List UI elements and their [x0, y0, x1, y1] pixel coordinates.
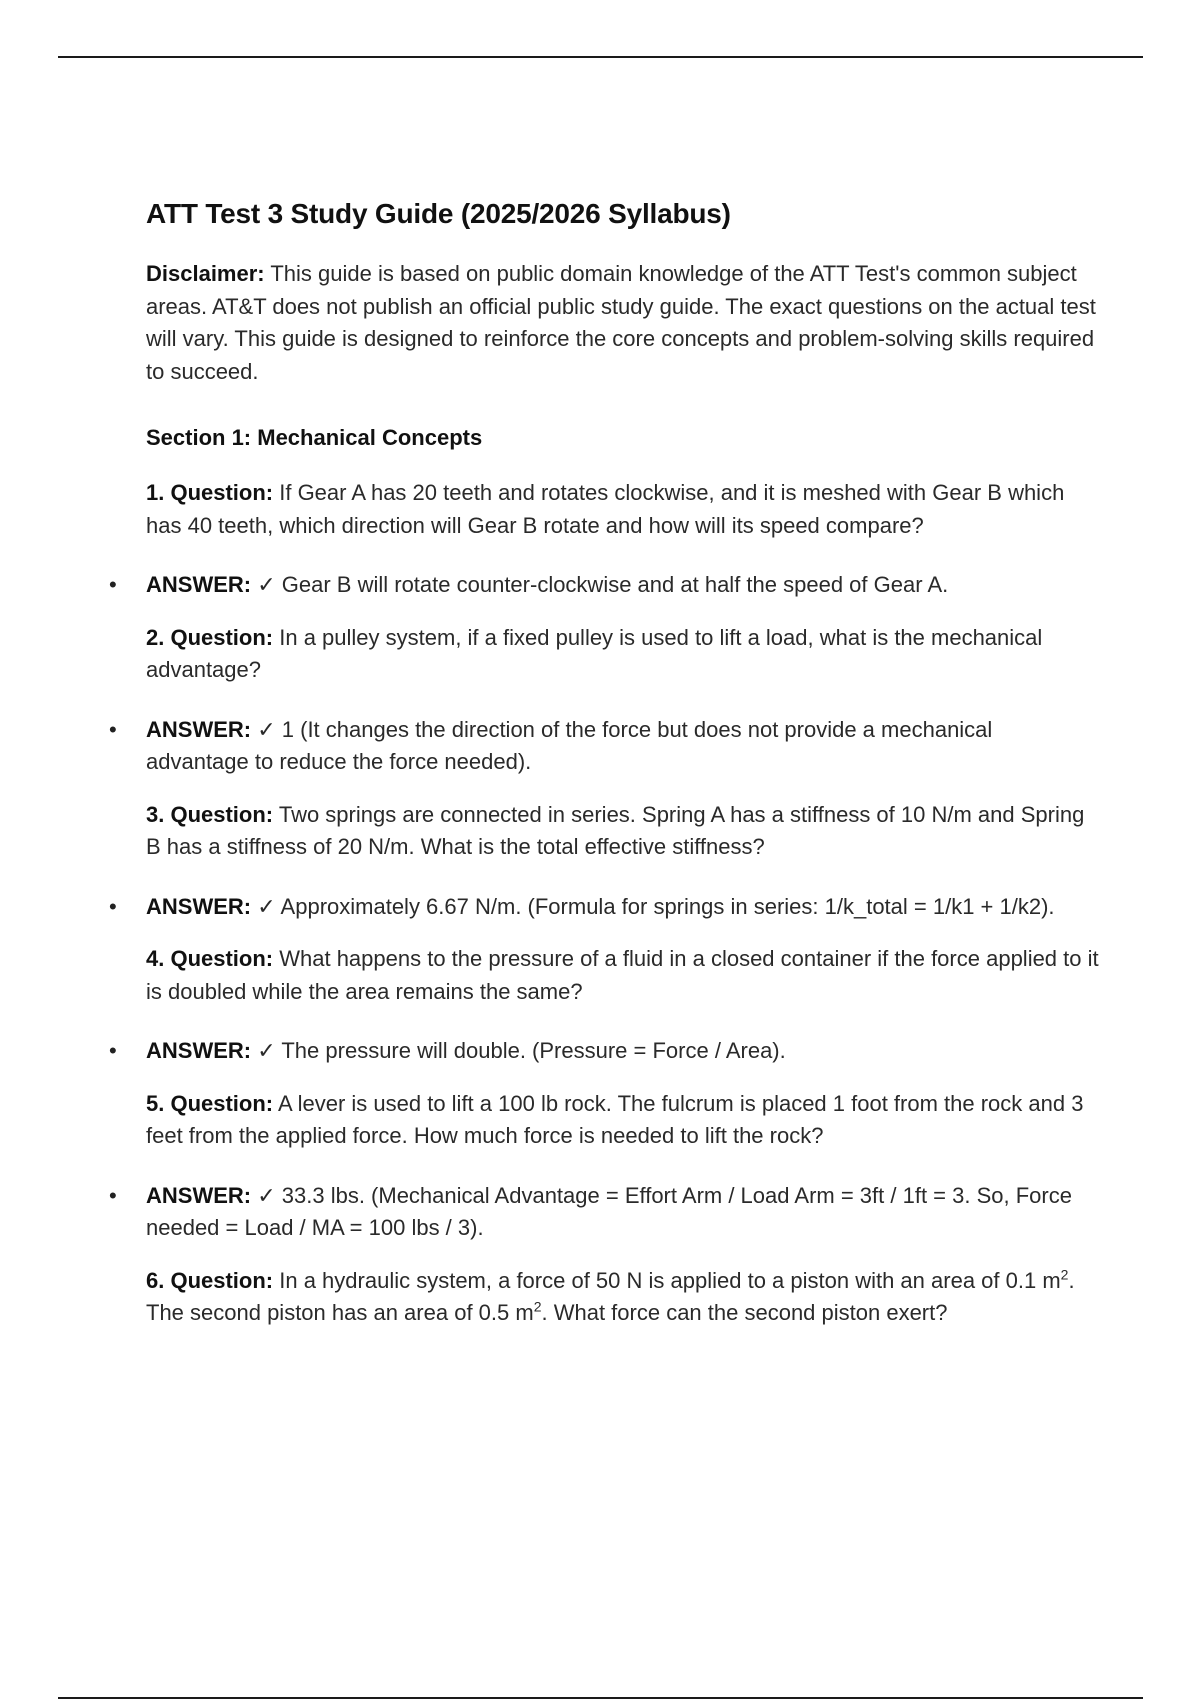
question-2 — [146, 622, 1101, 687]
answer-5 — [109, 1180, 1101, 1245]
question-4 — [146, 943, 1101, 1008]
answer-label: ANSWER: — [146, 572, 252, 597]
question-3 — [146, 799, 1101, 864]
superscript: 2 — [533, 1298, 542, 1315]
question-label: 6. Question: — [146, 1267, 274, 1293]
question-label: 4. Question: — [146, 946, 274, 971]
document-title: ATT Test 3 Study Guide (2025/2026 Syllabus) — [146, 198, 731, 229]
question-text: In a hydraulic system, a force of 50 N is applied to a piston with an area of 0.1 m — [273, 1267, 1061, 1293]
section-title: Section 1: Mechanical Concepts — [146, 425, 483, 450]
answer-label: ANSWER: — [146, 716, 252, 742]
footer-rule — [58, 1697, 1143, 1699]
answer-text: ✓ Gear B will rotate counter-clockwise and at half the speed of Gear A. — [251, 572, 949, 597]
document-body — [109, 198, 1101, 1357]
question-text: What happens to the pressure of a fluid in a closed container if the force applied to it is doubled while the area remains the same? — [146, 946, 1099, 1004]
question-text: A lever is used to lift a 100 lb rock. The fulcrum is placed 1 foot from the rock and 3 feet from the applied force. How much force is needed to lift the rock? — [146, 1090, 1084, 1148]
question-5 — [146, 1088, 1101, 1153]
bullet-icon: • — [109, 893, 117, 919]
answer-text: ✓ 33.3 lbs. (Mechanical Advantage = Effort Arm / Load Arm = 3ft / 1ft = 3. So, Force needed = Load / MA = 100 lbs / 3). — [146, 1182, 1072, 1240]
question-6 — [146, 1265, 1101, 1330]
bullet-icon: • — [109, 1182, 117, 1208]
header-rule — [58, 56, 1143, 58]
answer-label: ANSWER: — [146, 1038, 252, 1063]
question-label: 5. Question: — [146, 1090, 274, 1116]
question-text: . What force can the second piston exert? — [541, 1300, 948, 1325]
disclaimer-text: This guide is based on public domain knowledge of the ATT Test's common subject areas. AT&T does not publish an official public study guide. The exact questions on the actual test will vary. This guide is designed to reinforce the core concepts and problem-solving skills required to succeed. — [146, 261, 1096, 384]
question-label: 1. Question: — [146, 480, 274, 505]
bullet-icon: • — [109, 716, 117, 742]
disclaimer-label: Disclaimer: — [146, 261, 265, 286]
answer-2 — [109, 714, 1101, 779]
question-text: If Gear A has 20 teeth and rotates clockwise, and it is meshed with Gear B which has 40 teeth, which direction will Gear B rotate and how will its speed compare? — [146, 480, 1065, 538]
qa-list — [109, 477, 1101, 1245]
bullet-icon: • — [109, 1038, 117, 1063]
question-text: . The second piston has an area of 0.5 m — [146, 1267, 1075, 1325]
bullet-icon: • — [109, 572, 117, 597]
question-label: 3. Question: — [146, 801, 274, 827]
answer-text: ✓ Approximately 6.67 N/m. (Formula for springs in series: 1/k_total = 1/k1 + 1/k2). — [251, 893, 1055, 919]
answer-4 — [109, 1035, 1101, 1068]
answer-text: ✓ 1 (It changes the direction of the force but does not provide a mechanical advantage to reduce the force needed). — [146, 716, 993, 774]
answer-text: ✓ The pressure will double. (Pressure = Force / Area). — [251, 1038, 786, 1063]
answer-3 — [109, 891, 1101, 924]
answer-1 — [109, 569, 1101, 602]
question-label: 2. Question: — [146, 624, 274, 650]
answer-label: ANSWER: — [146, 893, 252, 919]
answer-label: ANSWER: — [146, 1182, 252, 1208]
question-text: In a pulley system, if a fixed pulley is used to lift a load, what is the mechanical advantage? — [146, 624, 1043, 682]
disclaimer-paragraph — [146, 258, 1101, 388]
superscript: 2 — [1060, 1266, 1069, 1283]
question-text: Two springs are connected in series. Spring A has a stiffness of 10 N/m and Spring B has a stiffness of 20 N/m. What is the total effective stiffness? — [146, 801, 1085, 859]
question-1 — [146, 477, 1101, 542]
